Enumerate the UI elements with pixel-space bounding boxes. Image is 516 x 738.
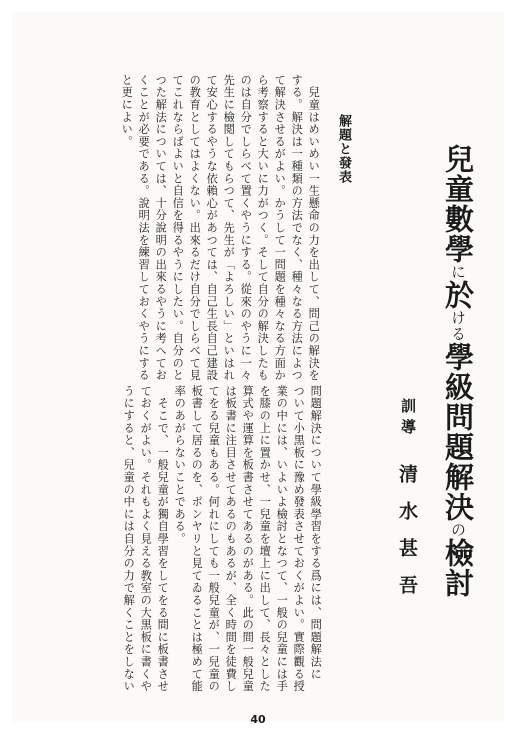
left-text-line: てこれならばよいと自信を得るやうにしたい。自分のと	[171, 74, 185, 382]
right-text-line: 業の中には、いよいよ檢討となつて、一般の兒童には手	[275, 385, 289, 693]
right-text-line: 問題解決について學級學習をする爲には、問題解法に	[309, 385, 323, 681]
left-text-line: のは自分でしらべて置くやうにする。從來のやうに一々	[239, 74, 253, 382]
left-text-line: くことが必要である。說明法を練習しておくやうにする	[137, 74, 151, 382]
title-particle-1: に	[449, 264, 467, 280]
right-text-line: うにすると、兒童の中には自分の力で解くことをしない	[122, 385, 136, 693]
section-heading: 解題と發表	[336, 114, 351, 184]
left-text-line: 先生に檢閲してもらつて、先生が「よろしい」といはれ	[222, 74, 236, 382]
right-text-line: そこで、一般兒童が獨自學習をしてをる間に板書させ	[156, 385, 170, 693]
left-text-line: の教育としてはよくない。出來るだけ自分でしらべて見	[188, 74, 202, 382]
right-text-line: ておくがよい。それもよく見える教室の大黒板に書くや	[139, 385, 153, 693]
title-part-3: 學級問題解決	[441, 342, 475, 522]
right-text-line: ついて小黒板に豫め發表させておくがよい。實際觀る授	[292, 385, 306, 693]
title-part-4: 檢討	[441, 538, 475, 598]
right-text-line: てをる兒童もある。何れにしても一般兒童が、一兒童の	[207, 385, 221, 693]
right-text-line: 算式や運算を板書させてあるのがある。此の間一般兒童	[241, 385, 255, 693]
author-name: 清水甚吾	[396, 464, 418, 612]
right-text-line: を膝の上に置かせ、一兒童を壇上に出して、長々とした	[258, 385, 272, 693]
left-text-line: て解決させるがよい。かうして一問題を種々なる方面か	[273, 74, 287, 382]
right-text-line: 板書して居るのを、ボンヤリと見てゐることは極めて能	[190, 385, 204, 693]
author-role: 訓導	[399, 398, 417, 440]
right-text-line: は板書に注目させてあるのもあるが、全く時間を徒費し	[224, 385, 238, 693]
left-text-line: 兒童はめいめい一生懸命の力を出して、問己の解決を	[307, 74, 321, 382]
book-page	[12, 12, 504, 722]
left-text-line: つた解法については、十分說明の出來るやうに考へてお	[154, 74, 168, 382]
title-part-1: 兒童數學	[441, 144, 475, 264]
left-text-line: する。解決は一種類の方法でなく、種々なる方法によつ	[290, 74, 304, 382]
title-particle-2: ける	[449, 310, 467, 342]
left-text-line: て安心するやうな依賴心があつては、自己生長自己建設	[205, 74, 219, 382]
title-part-2: 於	[441, 280, 475, 310]
right-text-line: 率のあがらないことである。	[173, 385, 187, 545]
left-text-line: ら考察すると大いに力がつく。そして自分の解決したも	[256, 74, 270, 382]
title-particle-3: の	[449, 522, 467, 538]
article-title	[438, 144, 479, 598]
page-number: 40	[250, 713, 266, 726]
left-text-line: と更によい。	[120, 74, 134, 148]
